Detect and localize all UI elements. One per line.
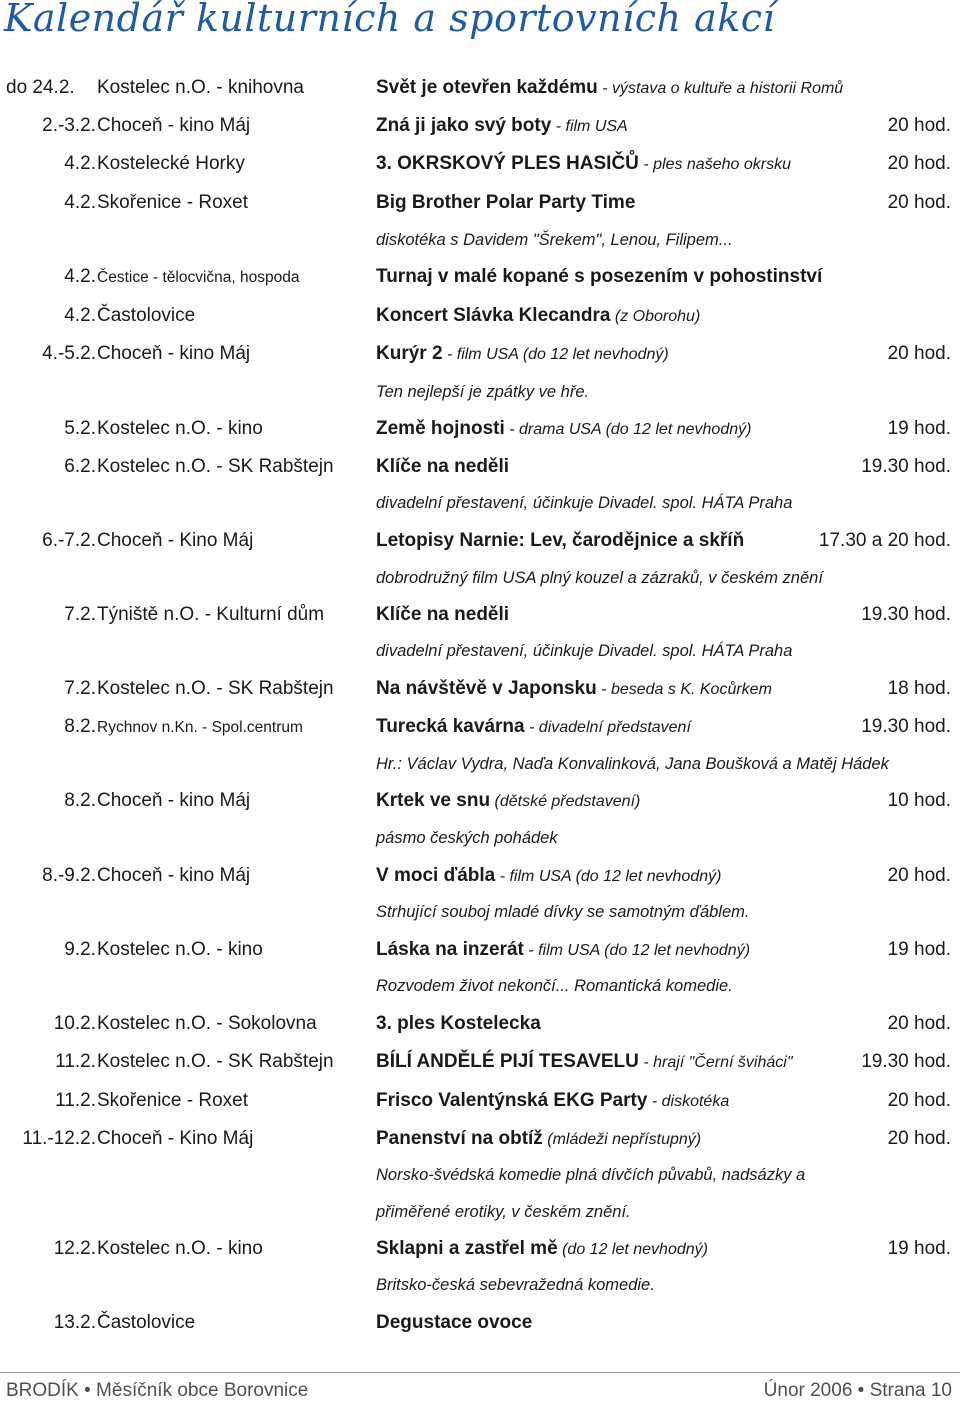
event-date: 5.2. [64, 418, 96, 439]
event-place: Skořenice - Roxet [97, 192, 249, 213]
event-place: Choceň - Kino Máj [97, 1128, 254, 1149]
event-row [0, 1013, 960, 1043]
event-name: V moci ďábla [376, 865, 496, 886]
event-date: 4.2. [64, 192, 96, 213]
event-detail: - divadelní představení [524, 719, 691, 736]
event-place: Choceň - kino Máj [97, 343, 251, 364]
event-time: 20 hod. [887, 343, 951, 364]
event-date: 11.-12.2. [22, 1128, 96, 1149]
event-place: Choceň - kino Máj [97, 865, 251, 886]
event-time: 20 hod. [887, 1128, 951, 1149]
event-note: Hr.: Václav Vydra, Naďa Konvalinková, Jana Boušková a Matěj Hádek [376, 755, 889, 773]
event-time: 20 hod. [887, 115, 951, 136]
event-title [376, 1013, 541, 1035]
event-place: Choceň - Kino Máj [97, 530, 254, 551]
event-date: 8.2. [64, 716, 96, 737]
event-name: Degustace ovoce [376, 1312, 533, 1333]
event-place: Kostelec n.O. - kino [97, 1238, 263, 1259]
event-detail: - diskotéka [647, 1093, 730, 1110]
event-detail: - film USA (do 12 let nevhodný) [442, 346, 669, 363]
event-detail: - výstava o kultuře a historii Romů [597, 80, 844, 97]
event-place: Choceň - kino Máj [97, 115, 251, 136]
event-place: Častolovice [97, 1312, 196, 1333]
event-date: 13.2. [53, 1312, 96, 1333]
event-place: Kostelec n.O. - SK Rabštejn [97, 456, 334, 477]
event-row [0, 604, 960, 634]
event-title [376, 153, 791, 175]
event-detail: - ples našeho okrsku [638, 156, 791, 173]
event-title [376, 1090, 729, 1112]
event-name: BÍLÍ ANDĚLÉ PIJÍ TESAVELU [376, 1051, 639, 1072]
event-date: 4.2. [64, 305, 96, 326]
event-time: 20 hod. [887, 153, 951, 174]
event-name: 3. OKRSKOVÝ PLES HASIČŮ [376, 153, 639, 174]
event-time: 19 hod. [887, 939, 951, 960]
event-note: Rozvodem život nekončí... Romantická komedie. [376, 977, 733, 995]
event-date: do 24.2. [6, 77, 75, 98]
event-place: Častolovice [97, 305, 196, 326]
event-time: 17.30 a 20 hod. [818, 530, 951, 551]
event-detail: - film USA [551, 118, 628, 135]
event-row [0, 115, 960, 145]
event-place: Kostelecké Horky [97, 153, 245, 174]
event-place: Týniště n.O. - Kulturní dům [97, 604, 325, 625]
event-row [0, 343, 960, 373]
event-name: Kurýr 2 [376, 343, 443, 364]
event-detail: - hrají "Černí šviháci" [638, 1054, 793, 1071]
event-detail: (z Oborohu) [610, 308, 701, 325]
event-date: 6.-7.2. [42, 530, 96, 551]
event-title [376, 1128, 701, 1150]
event-name: Země hojnosti [376, 418, 505, 439]
event-row [0, 418, 960, 448]
event-date: 7.2. [64, 604, 96, 625]
event-time: 19.30 hod. [861, 604, 951, 625]
event-place: Rychnov n.Kn. - Spol.centrum [97, 719, 303, 736]
event-time: 20 hod. [887, 1090, 951, 1111]
event-name: 3. ples Kostelecka [376, 1013, 541, 1034]
event-place: Kostelec n.O. - SK Rabštejn [97, 678, 334, 699]
event-row [0, 456, 960, 486]
event-date: 11.2. [55, 1090, 96, 1111]
event-title [376, 266, 822, 288]
event-row [0, 716, 960, 746]
event-title [376, 939, 750, 961]
event-place: Kostelec n.O. - knihovna [97, 77, 304, 98]
event-title [376, 865, 721, 887]
event-date: 9.2. [64, 939, 96, 960]
event-detail: - beseda s K. Kocůrkem [596, 681, 772, 698]
event-note: Ten nejlepší je zpátky ve hře. [376, 383, 590, 401]
event-note: Britsko-česká sebevražedná komedie. [376, 1276, 655, 1294]
event-name: Big Brother Polar Party Time [376, 192, 636, 213]
event-name: Koncert Slávka Klecandra [376, 305, 611, 326]
event-note: Strhující souboj mladé dívky se samotným ďáblem. [376, 903, 750, 921]
event-detail: (mládeži nepřístupný) [542, 1131, 702, 1148]
event-note: dobrodružný film USA plný kouzel a zázraků, v českém znění [376, 569, 823, 587]
event-date: 4.2. [64, 266, 96, 287]
event-place: Čestice - tělocvična, hospoda [97, 269, 300, 286]
event-name: Zná ji jako svý boty [376, 115, 552, 136]
event-place: Kostelec n.O. - SK Rabštejn [97, 1051, 334, 1072]
event-note: diskotéka s Davidem "Šrekem", Lenou, Filipem... [376, 231, 733, 249]
event-title [376, 1312, 532, 1334]
event-date: 6.2. [64, 456, 96, 477]
event-title [376, 305, 700, 327]
event-date: 4.2. [64, 153, 96, 174]
event-row [0, 530, 960, 560]
event-name: Krtek ve snu [376, 790, 491, 811]
event-time: 20 hod. [887, 1013, 951, 1034]
event-row [0, 153, 960, 183]
event-place: Skořenice - Roxet [97, 1090, 249, 1111]
event-note: pásmo českých pohádek [376, 829, 558, 847]
event-row [0, 266, 960, 296]
event-time: 20 hod. [887, 865, 951, 886]
event-row [0, 865, 960, 895]
event-row [0, 678, 960, 708]
event-detail: - drama USA (do 12 let nevhodný) [504, 421, 752, 438]
event-note: Norsko-švédská komedie plná dívčích půvabů, nadsázky a [376, 1166, 806, 1184]
event-name: Na návštěvě v Japonsku [376, 678, 597, 699]
event-time: 19.30 hod. [861, 456, 951, 477]
event-row [0, 1312, 960, 1342]
event-detail: (dětské představení) [490, 793, 641, 810]
event-row [0, 1051, 960, 1081]
event-row [0, 305, 960, 335]
event-date: 8.-9.2. [42, 865, 96, 886]
event-time: 19 hod. [887, 418, 951, 439]
event-place: Choceň - kino Máj [97, 790, 251, 811]
event-time: 10 hod. [887, 790, 951, 811]
event-place: Kostelec n.O. - kino [97, 939, 263, 960]
event-name: Sklapni a zastřel mě [376, 1238, 558, 1259]
event-name: Turnaj v malé kopané s posezením v pohostinství [376, 266, 823, 287]
event-row [0, 1238, 960, 1268]
event-note: divadelní přestavení, účinkuje Divadel. spol. HÁTA Praha [376, 642, 793, 660]
footer-divider [0, 1372, 960, 1373]
event-title [376, 343, 669, 365]
event-time: 19.30 hod. [861, 716, 951, 737]
event-name: Frisco Valentýnská EKG Party [376, 1090, 648, 1111]
event-name: Klíče na neděli [376, 456, 510, 477]
event-time: 19 hod. [887, 1238, 951, 1259]
footer-publication: BRODÍK • Měsíčník obce Borovnice [6, 1380, 309, 1401]
event-row [0, 790, 960, 820]
event-row [0, 1128, 960, 1158]
event-detail: - film USA (do 12 let nevhodný) [523, 942, 751, 959]
event-title [376, 716, 691, 738]
event-title [376, 77, 843, 99]
event-title [376, 418, 751, 440]
event-name: Svět je otevřen každému [376, 77, 598, 98]
event-name: Klíče na neděli [376, 604, 510, 625]
event-date: 7.2. [64, 678, 96, 699]
event-title [376, 1051, 793, 1073]
event-title [376, 115, 628, 137]
event-title [376, 790, 640, 812]
event-note: přiměřené erotiky, v českém znění. [376, 1203, 631, 1221]
event-name: Letopisy Narnie: Lev, čarodějnice a skříň [376, 530, 745, 551]
event-title [376, 530, 744, 552]
event-place: Kostelec n.O. - Sokolovna [97, 1013, 317, 1034]
event-row [0, 77, 960, 107]
event-date: 11.2. [55, 1051, 96, 1072]
event-date: 4.-5.2. [42, 343, 96, 364]
page-title: Kalendář kulturních a sportovních akcí [4, 0, 776, 40]
event-title [376, 1238, 708, 1260]
event-date: 12.2. [53, 1238, 96, 1259]
event-name: Panenství na obtíž [376, 1128, 543, 1149]
event-time: 20 hod. [887, 192, 951, 213]
event-date: 10.2. [53, 1013, 96, 1034]
event-date: 8.2. [64, 790, 96, 811]
event-row [0, 939, 960, 969]
event-date: 2.-3.2. [42, 115, 96, 136]
event-title [376, 456, 509, 478]
event-title [376, 192, 635, 214]
event-place: Kostelec n.O. - kino [97, 418, 263, 439]
event-detail: - film USA (do 12 let nevhodný) [495, 868, 722, 885]
event-row [0, 1090, 960, 1120]
event-name: Láska na inzerát [376, 939, 524, 960]
event-time: 18 hod. [887, 678, 951, 699]
event-title [376, 604, 509, 626]
event-note: divadelní přestavení, účinkuje Divadel. spol. HÁTA Praha [376, 494, 793, 512]
event-title [376, 678, 772, 700]
footer-page-info: Únor 2006 • Strana 10 [763, 1380, 952, 1401]
event-detail: (do 12 let nevhodný) [557, 1241, 708, 1258]
event-name: Turecká kavárna [376, 716, 525, 737]
event-row [0, 192, 960, 222]
event-time: 19.30 hod. [861, 1051, 951, 1072]
